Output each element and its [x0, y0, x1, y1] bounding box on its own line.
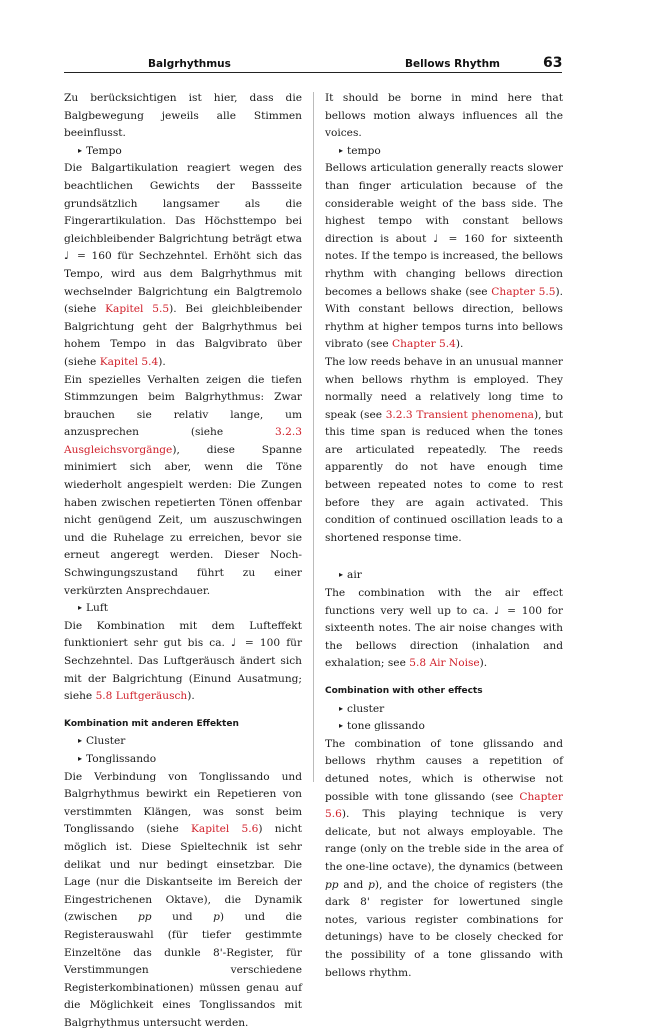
text: Die Balgartikulation reagiert wegen des beachtlichen Gewichts der Bassseite grundsätzlich langsamer als die Fingerartikulation. Das Höchsttempo bei gleichbleibender Balgrichtung beträgt etwa [64, 162, 302, 245]
bullet-icon: ▸ [339, 145, 344, 155]
paragraph [325, 585, 563, 673]
paragraph [325, 736, 563, 982]
bullet-item [325, 143, 563, 161]
quarter-note-icon: ♩ [494, 604, 502, 617]
section-link[interactable]: 5.8 Luftgeräusch [95, 690, 188, 703]
header-rule [64, 72, 562, 73]
bullet-label: tone glissando [347, 720, 425, 733]
column-divider [313, 92, 314, 782]
bullet-item [325, 701, 563, 719]
text: = 100 für Sechzehntel. Das Luftgeräusch ändert sich mit der Balgrichtung (Einund Ausatmung; siehe [64, 637, 303, 703]
bullet-icon: ▸ [78, 736, 83, 746]
english-column [325, 90, 563, 982]
bullet-label: Tonglissando [86, 752, 157, 765]
spacer [325, 673, 563, 683]
dynamic-marking: p [368, 878, 375, 891]
dynamic-marking: pp [138, 911, 152, 924]
bullet-label: Tempo [86, 144, 122, 157]
section-heading: Combination with other effects [325, 686, 483, 696]
text: ). [455, 338, 464, 351]
bullet-icon: ▸ [339, 721, 344, 731]
chapter-link[interactable]: Kapitel 5.5 [105, 303, 170, 316]
spacer [325, 547, 563, 567]
text: ), and the choice of registers (the dark 8' register for lowertuned single notes, various register combinations for detunings) have to be closely checked for the possibility of a tone glissando with bellows rhythm. [325, 878, 563, 979]
bullet-label: cluster [347, 702, 385, 715]
section-link[interactable]: 3.2.3 Transient phenomena [385, 408, 534, 421]
text: Bellows articulation generally reacts slower than finger articulation because of the considerable weight of the bass side. The highest tempo with constant bellows direction is about [325, 162, 563, 245]
section-heading: Kombination mit anderen Effekten [64, 718, 239, 729]
bullet-label: air [347, 569, 362, 582]
chapter-link[interactable]: Kapitel 5.4 [99, 355, 159, 368]
text: The combination of tone glissando and bellows rhythm causes a repetition of detuned notes, which is otherwise not possible with tone glissando (see [325, 737, 563, 803]
text: and [343, 878, 364, 891]
paragraph [64, 372, 302, 601]
text: ) nicht möglich ist. Diese Spieltechnik ist sehr delikat und nur bedingt einsetzbar. Die Lage (nur die Diskantseite im Bereich der Eingestrichenen Oktave), die Dynamik (zwischen [64, 823, 302, 924]
quarter-note-icon: ♩ [64, 250, 72, 263]
dynamic-marking: p [213, 911, 220, 924]
running-header-right: Bellows Rhythm [405, 58, 500, 70]
bullet-label: tempo [347, 144, 381, 157]
bullet-item [64, 751, 302, 769]
text: ). This playing technique is very delicate, but not always employable. The range (only on the treble side in the area of the one-line octave), the dynamics (between [325, 808, 563, 873]
text: The low reeds behave in an unusual manner when bellows rhythm is employed. They normally need a relatively long time to speak (see [325, 355, 563, 421]
text: = 160 for sixteenth notes. If the tempo is increased, the bellows rhythm with changing bellows direction becomes a bellows shake (see [325, 232, 563, 298]
chapter-link[interactable]: Chapter 5.4 [392, 338, 456, 351]
text: ). [187, 690, 195, 703]
bullet-label: Luft [86, 602, 109, 615]
text: The combination with the air effect functions very well up to ca. [325, 587, 563, 617]
bullet-item [64, 143, 302, 161]
paragraph [325, 354, 563, 548]
bullet-label: Cluster [86, 735, 126, 748]
text: ), diese Spanne minimiert sich aber, wenn die Töne wiederholt angespielt werden: Die Zungen haben zwischen repetierten Tönen offenbar nicht genügend Zeit, um auszuschwingen und die Ruhelage zu erreichen, bevor sie erneut angeregt werden. Dieser Noch-Schwingungszustand führt zu einer verkürzten Ansprechdauer. [64, 443, 302, 597]
paragraph [64, 160, 302, 371]
chapter-link[interactable]: Chapter 5.6 [325, 790, 563, 821]
bullet-icon: ▸ [78, 603, 83, 613]
text: = 100 for sixteenth notes. The air noise changes with the bellows direction (inhalation and exhalation; see [325, 604, 563, 670]
quarter-note-icon: ♩ [231, 637, 239, 650]
paragraph [64, 769, 302, 1032]
text: Ein spezielles Verhalten zeigen die tiefen Stimmzungen beim Balgrhythmus: Zwar brauchen sie relativ lange, um anzusprechen (siehe [64, 373, 302, 439]
text: ). Bei gleichbleibender Balgrichtung geht der Balgrhythmus bei hohem Tempo in das Balgvibrato über (siehe [64, 303, 302, 368]
bullet-icon: ▸ [78, 753, 83, 763]
paragraph [325, 160, 563, 354]
chapter-link[interactable]: Chapter 5.5 [491, 285, 556, 298]
bullet-item [64, 600, 302, 618]
bullet-icon: ▸ [339, 703, 344, 713]
bullet-item [325, 567, 563, 585]
section-link[interactable]: 5.8 Air Noise [409, 657, 480, 670]
bullet-item [64, 733, 302, 751]
section-link[interactable]: 3.2.3 Ausgleichsvorgänge [64, 426, 302, 456]
text: Die Verbindung von Tonglissando und Balgrhythmus bewirkt ein Repetieren von verstimmten Klängen, was sonst beim Tonglissando (siehe [64, 770, 302, 836]
text: ). [158, 355, 166, 368]
page-number: 63 [543, 55, 563, 71]
bullet-icon: ▸ [78, 145, 83, 155]
spacer [64, 706, 302, 716]
text: = 160 für Sechzehntel. Erhöht sich das Tempo, wird aus dem Balgrhythmus mit wechselnder Balgrichtung ein Balgtremolo (siehe [64, 250, 302, 316]
text: ), but this time span is reduced when the tones are articulated repeatedly. The reeds apparently do not have enough time between repeated notes to come to rest before they are again activated. This condition of continued oscillation leads to a shortened response time. [325, 408, 564, 544]
text: und [172, 911, 193, 924]
chapter-link[interactable]: Kapitel 5.6 [190, 823, 259, 836]
paragraph: Zu berücksichtigen ist hier, dass die Balgbewegung jeweils alle Stimmen beeinflusst. [64, 92, 302, 140]
bullet-item [325, 718, 563, 736]
text: ). [479, 657, 488, 670]
text: Die Kombination mit dem Lufteffekt funktioniert sehr gut bis ca. [64, 619, 302, 650]
paragraph [64, 618, 302, 706]
text: ). With constant bellows direction, bellows rhythm at higher tempos turns into bellows vibrato (see [325, 285, 563, 351]
paragraph: It should be borne in mind here that bellows motion always influences all the voices. [325, 92, 563, 140]
text: ) und die Registerauswahl (für tiefer gestimmte Einzeltöne das dunkle 8'-Register, für Verstimmungen verschiedene Registerkombinationen) müssen genau auf die Möglichkeit eines Tonglissandos mit Balgrhythmus untersucht werden. [64, 911, 302, 1029]
quarter-note-icon: ♩ [433, 232, 442, 245]
running-header-left: Balgrhythmus [148, 58, 231, 70]
dynamic-marking: pp [325, 878, 339, 891]
bullet-icon: ▸ [339, 570, 344, 580]
german-column [64, 90, 302, 1032]
